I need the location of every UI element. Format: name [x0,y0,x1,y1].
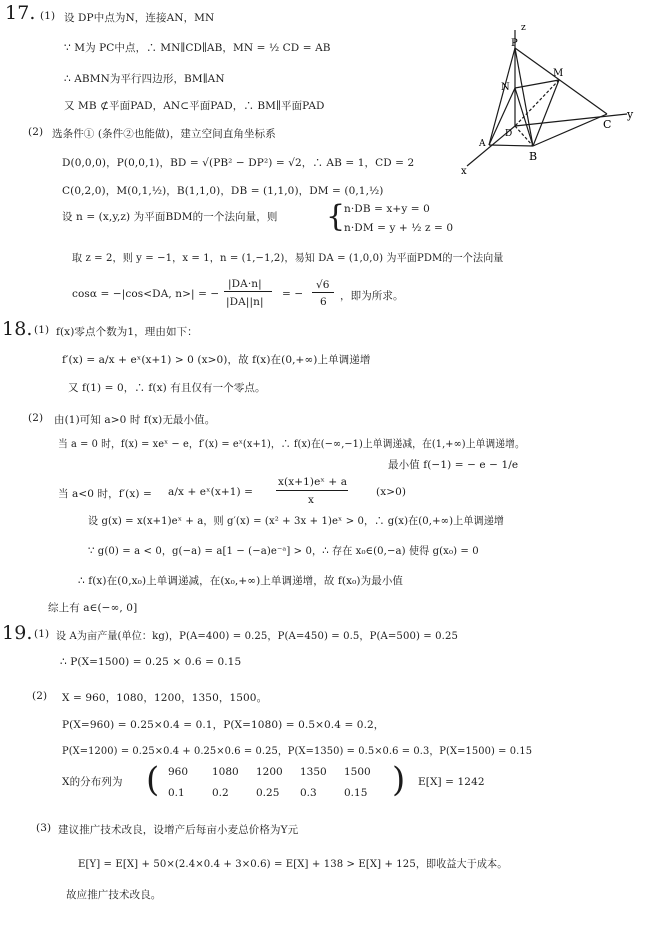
q17-part1-line1: 设 DP中点为N，连接AN，MN [64,12,215,24]
q18-part2-line6: ∵ g(0) = a < 0，g(−a) = a[1 − (−a)e⁻ᵃ] > 0，∴ 存在 x₀∈(0,−a) 使得 g(x₀) = 0 [88,545,479,557]
label-d: D [505,129,513,139]
q17-system-eq1: n·DB = x+y = 0 [344,203,430,215]
q18-part2-line3: 最小值 f(−1) = − e − 1/e [388,459,519,471]
q19-part2-line4: X的分布列为 [62,776,123,788]
q17-part2-label: (2) [28,126,44,138]
q18-part2-line5: 设 g(x) = x(x+1)eˣ + a，则 g′(x) = (x² + 3x + 1)eˣ > 0，∴ g(x)在(0,+∞)上单调递增 [88,515,505,527]
q17-system-brace: { [326,199,346,234]
q18-part1-line3: 又 f(1) = 0，∴ f(x) 有且仅有一个零点。 [68,382,266,394]
q17-frac1-den: |DA||n| [226,296,264,308]
q18-part2-line1: 由(1)可知 a>0 时 f(x)无最小值。 [54,414,216,426]
q17-part2-line4: 设 n = (x,y,z) 为平面BDM的一个法向量，则 [62,211,278,223]
q19-part1-line2: ∴ P(X=1500) = 0.25 × 0.6 = 0.15 [60,656,242,668]
q17-frac2-bar [312,292,334,293]
q18-frac-bar [276,490,348,491]
q19-part2-line1: X = 960，1080，1200，1350，1500。 [62,692,268,704]
label-x: x [461,166,467,177]
q19-part3-line3: 故应推广技术改良。 [66,889,162,901]
q19-part3-line2: E[Y] = E[X] + 50×(2.4×0.4 + 3×0.6) = E[X] + 138 > E[X] + 125，即收益大于成本。 [78,858,508,870]
q18-part1-line2: f′(x) = a/x + eˣ(x+1) > 0 (x>0)，故 f(x)在(0,+∞)上单调递增 [62,354,371,366]
q19-part3-line1: 建议推广技术改良，设增产后每亩小麦总价格为Y元 [58,824,299,836]
q19-expectation: E[X] = 1242 [418,776,485,788]
dist-value: 1200 [256,766,283,778]
q17-part1-line3: ∴ ABMN为平行四边形，BM∥AN [64,73,225,85]
q17-frac2-den: 6 [320,296,327,308]
q19-part2-line2: P(X=960) = 0.25×0.4 = 0.1，P(X=1080) = 0.5×0.4 = 0.2， [62,719,385,731]
label-p: P [511,38,518,49]
q18-part2-line4b: a/x + eˣ(x+1) = [168,486,254,498]
q19-part2-label: (2) [32,690,48,702]
q17-part2-line3: C(0,2,0)，M(0,1,½)，B(1,1,0)，DB = (1,1,0)，DM = (0,1,½) [62,185,384,197]
label-m: M [553,68,564,79]
dist-value: 1500 [344,766,371,778]
q18-frac-num: x(x+1)eˣ + a [278,476,348,488]
label-n: N [501,82,510,93]
label-a: A [479,139,486,149]
q17-frac1-bar [224,291,272,292]
q17-part2-line6b: = − [282,288,304,300]
edge-pc [515,48,607,114]
dist-prob: 0.2 [212,787,229,799]
dist-prob: 0.3 [300,787,317,799]
q18-part2-line4c: (x>0) [376,486,407,498]
q17-part2-line6c: ，即为所求。 [340,290,404,302]
dist-prob: 0.1 [168,787,185,799]
q19-part2-line3: P(X=1200) = 0.25×0.4 + 0.25×0.6 = 0.25，P(X=1350) = 0.5×0.6 = 0.3，P(X=1500) = 0.15 [62,745,533,757]
q17-figure [455,18,640,178]
label-b: B [529,150,538,163]
q18-part1-label: (1) [34,324,50,336]
q19-number: 19. [2,622,33,644]
q18-part2-line4: 当 a<0 时，f′(x) = [58,488,152,500]
dist-table-right-paren: ) [392,760,406,800]
dist-table [168,766,388,799]
q19-part3-label: (3) [36,822,52,834]
q19-part1-label: (1) [34,628,50,640]
label-c: C [603,118,612,131]
dist-prob: 0.25 [256,787,280,799]
q17-system-eq2: n·DM = y + ½ z = 0 [344,222,454,234]
q18-part2-line8: 综上有 a∈(−∞, 0] [48,602,138,614]
q18-frac-den: x [308,494,315,506]
q18-part1-line1: f(x)零点个数为1，理由如下： [56,326,198,338]
q17-part1-line4: 又 MB ⊄平面PAD，AN⊂平面PAD，∴ BM∥平面PAD [64,100,325,112]
q17-part2-line6: cosα = −|cos<DA, n>| = − [72,288,220,300]
dist-prob: 0.15 [344,787,368,799]
q17-part1-line2: ∵ M为 PC中点，∴ MN∥CD∥AB，MN = ½ CD = AB [64,42,331,54]
dist-value: 1080 [212,766,239,778]
edge-ab [489,145,533,146]
q17-frac2-num: √6 [316,279,330,291]
dist-value: 960 [168,766,189,778]
q17-number: 17. [5,2,36,24]
q17-part1-label: (1) [40,10,56,22]
dist-table-left-paren: ( [146,760,160,800]
label-y: y [627,108,634,121]
label-z: z [521,23,526,33]
q17-part2-line1: 选条件① (条件②也能做)，建立空间直角坐标系 [52,128,276,140]
q17-frac1-num: |DA·n| [228,278,262,290]
q18-part2-label: (2) [28,412,44,424]
q18-number: 18. [2,318,33,340]
q17-part2-line2: D(0,0,0)，P(0,0,1)，BD = √(PB² − DP²) = √2，∴ AB = 1，CD = 2 [62,157,415,169]
dist-value: 1350 [300,766,327,778]
q19-part1-line1: 设 A为亩产量(单位：kg)，P(A=400) = 0.25，P(A=450) = 0.5，P(A=500) = 0.25 [56,630,458,642]
q18-part2-line2: 当 a = 0 时，f(x) = xeˣ − e，f′(x) = eˣ(x+1)，∴ f(x)在(−∞,−1)上单调递减，在(1,+∞)上单调递增。 [58,438,525,450]
q17-part2-line5: 取 z = 2，则 y = −1，x = 1，n = (1,−1,2)，易知 DA = (1,0,0) 为平面PDM的一个法向量 [72,252,504,264]
q18-part2-line7: ∴ f(x)在(0,x₀)上单调递减，在(x₀,+∞)上单调递增，故 f(x₀)为最小值 [78,575,404,587]
